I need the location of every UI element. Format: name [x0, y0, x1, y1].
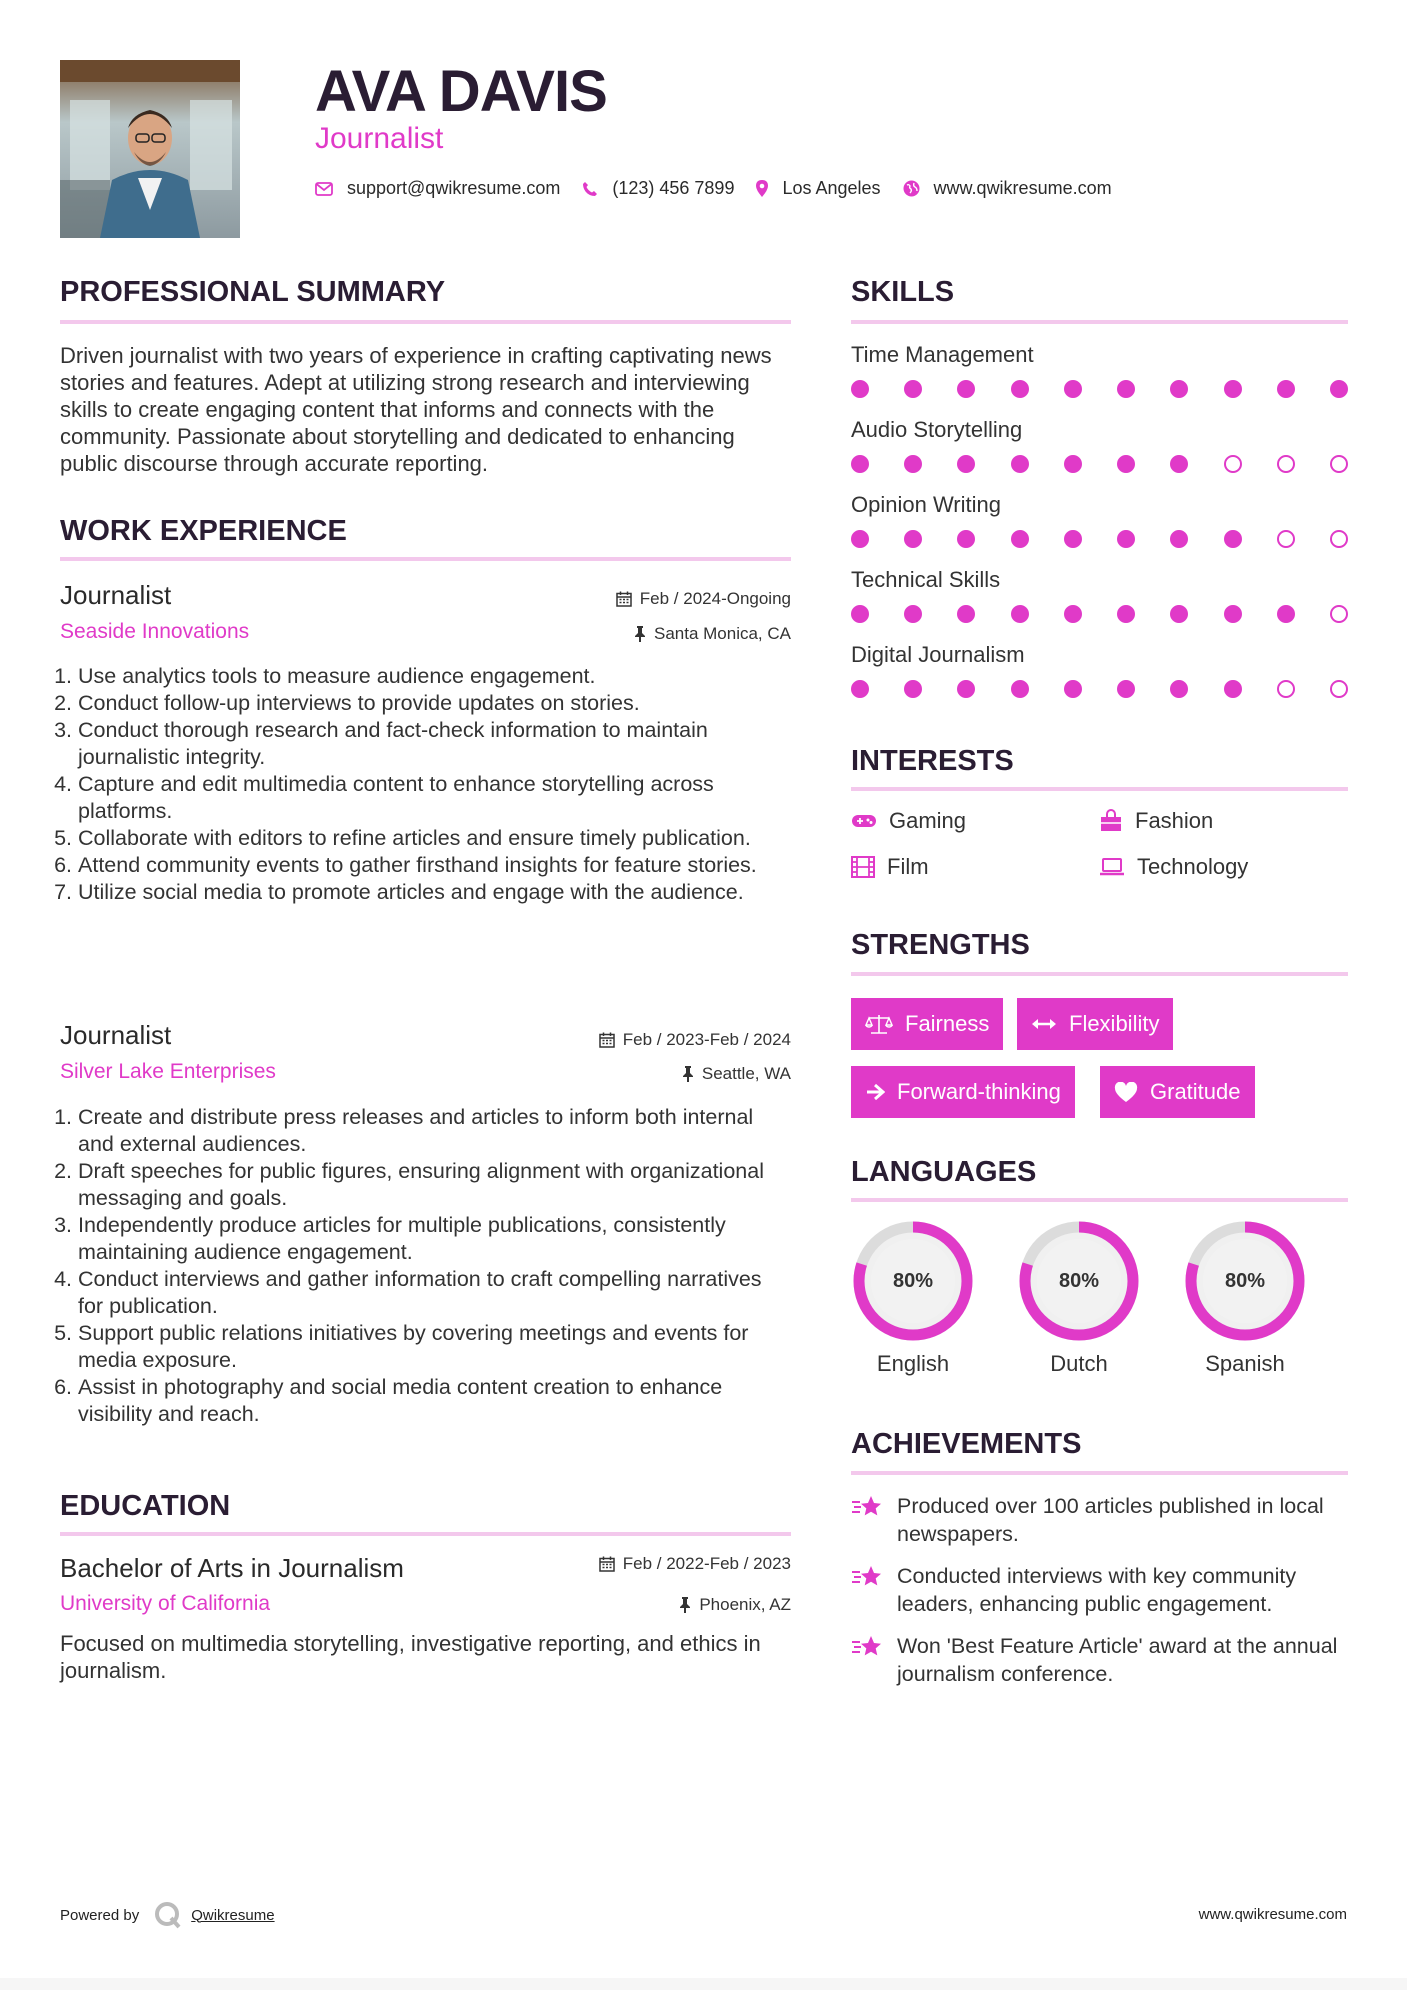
star-icon — [851, 1634, 883, 1662]
email-text: support@qwikresume.com — [347, 178, 561, 198]
rating-dot-empty — [1277, 680, 1295, 698]
powered-by-text: Powered by — [60, 1906, 140, 1924]
bottom-band — [0, 1978, 1407, 1990]
interest-item — [851, 854, 929, 880]
skill-rating — [851, 530, 1348, 548]
job-dates — [480, 589, 791, 609]
education-rule — [60, 1532, 791, 1536]
map-pin-icon — [756, 180, 768, 197]
skill-rating — [851, 455, 1348, 473]
rating-dot-filled — [957, 530, 975, 548]
heart-icon — [1114, 1082, 1138, 1103]
list-item: 2. Draft speeches for public figures, ensuring alignment with organizational messaging and goals. — [78, 1158, 791, 1212]
education-text: Focused on multimedia storytelling, investigative reporting, and ethics in journalism. — [60, 1631, 761, 1683]
rating-dot-filled — [1117, 455, 1135, 473]
education-location-text: Phoenix, AZ — [699, 1595, 791, 1614]
star-icon — [851, 1564, 883, 1592]
language-percent: 80% — [1058, 1269, 1100, 1292]
rating-dot-filled — [1170, 605, 1188, 623]
rating-dot-empty — [1277, 455, 1295, 473]
location-text: Los Angeles — [782, 178, 881, 198]
job-title: Journalist — [60, 580, 172, 610]
rating-dot-empty — [1224, 455, 1242, 473]
contact-bar — [315, 178, 1134, 199]
list-item: 3. Conduct thorough research and fact-check information to maintain journalistic integrity. — [78, 717, 791, 771]
list-item: 1. Create and distribute press releases and articles to inform both internal and external audiences. — [78, 1104, 791, 1158]
rating-dot-filled — [904, 680, 922, 698]
rating-dot-filled — [1117, 605, 1135, 623]
list-item: 2. Conduct follow-up interviews to provide updates on stories. — [78, 690, 791, 717]
rating-dot-filled — [1011, 605, 1029, 623]
achievement-text: Produced over 100 articles published in local newspapers. — [897, 1494, 1324, 1546]
qwikresume-link[interactable]: Qwikresume — [191, 1906, 275, 1924]
education-dates — [480, 1554, 791, 1574]
rating-dot-filled — [957, 680, 975, 698]
arrow-right-icon — [865, 1083, 885, 1101]
job-bullets — [60, 1104, 791, 1428]
rating-dot-filled — [904, 455, 922, 473]
skill-rating — [851, 605, 1348, 623]
strengths-rule — [851, 972, 1348, 976]
contact-website[interactable] — [903, 178, 1112, 199]
calendar-icon — [599, 1032, 615, 1048]
job-location — [480, 624, 791, 644]
arrows-horizontal-icon — [1031, 1017, 1057, 1031]
skills-rule — [851, 320, 1348, 324]
list-item: 5. Collaborate with editors to refine articles and ensure timely publication. — [78, 825, 791, 852]
experience-heading: WORK EXPERIENCE — [60, 515, 347, 547]
summary-rule — [60, 320, 791, 324]
rating-dot-filled — [957, 455, 975, 473]
strength-label: Fairness — [905, 1011, 990, 1036]
rating-dot-filled — [1224, 530, 1242, 548]
job-location — [480, 1064, 791, 1084]
rating-dot-filled — [1064, 530, 1082, 548]
skill-name: Time Management — [851, 342, 1034, 367]
achievement-item — [851, 1632, 1348, 1688]
rating-dot-filled — [957, 380, 975, 398]
rating-dot-filled — [1011, 530, 1029, 548]
rating-dot-empty — [1330, 455, 1348, 473]
language-item — [851, 1219, 975, 1377]
pin-icon — [634, 626, 646, 642]
rating-dot-filled — [1011, 680, 1029, 698]
summary-heading: PROFESSIONAL SUMMARY — [60, 276, 446, 308]
rating-dot-filled — [1064, 680, 1082, 698]
language-item — [1183, 1219, 1307, 1377]
calendar-icon — [599, 1556, 615, 1572]
achievement-item — [851, 1492, 1348, 1548]
education-location — [480, 1595, 791, 1615]
interest-item — [1099, 854, 1248, 880]
achievement-text: Conducted interviews with key community leaders, enhancing public engagement. — [897, 1564, 1297, 1616]
rating-dot-filled — [851, 455, 869, 473]
skill-rating — [851, 680, 1348, 698]
rating-dot-filled — [851, 680, 869, 698]
list-item: 6. Attend community events to gather firsthand insights for feature stories. — [78, 852, 791, 879]
contact-phone[interactable] — [582, 178, 734, 199]
skill-name: Opinion Writing — [851, 492, 1001, 517]
rating-dot-filled — [1064, 455, 1082, 473]
interest-label: Technology — [1137, 854, 1249, 879]
shopping-bag-icon — [1099, 809, 1123, 833]
interest-item — [1099, 808, 1213, 834]
skill-name: Digital Journalism — [851, 642, 1025, 667]
interest-label: Film — [887, 854, 929, 879]
calendar-icon — [616, 591, 632, 607]
rating-dot-filled — [1224, 380, 1242, 398]
achievements-heading: ACHIEVEMENTS — [851, 1428, 1082, 1460]
gamepad-icon — [851, 813, 877, 829]
candidate-name: AVA DAVIS — [315, 59, 607, 124]
interest-label: Fashion — [1135, 808, 1214, 833]
laptop-icon — [1099, 857, 1125, 877]
candidate-title: Journalist — [315, 122, 444, 155]
rating-dot-filled — [1170, 680, 1188, 698]
language-percent: 80% — [892, 1269, 934, 1292]
rating-dot-filled — [1330, 380, 1348, 398]
rating-dot-filled — [851, 380, 869, 398]
film-icon — [851, 856, 875, 878]
strength-label: Forward-thinking — [897, 1079, 1061, 1104]
experience-rule — [60, 557, 791, 561]
list-item: 7. Utilize social media to promote articles and engage with the audience. — [78, 879, 791, 906]
rating-dot-filled — [1224, 680, 1242, 698]
profile-photo — [60, 60, 240, 238]
rating-dot-empty — [1330, 530, 1348, 548]
education-dates-text: Feb / 2022-Feb / 2023 — [622, 1554, 791, 1573]
languages-heading: LANGUAGES — [851, 1156, 1037, 1188]
rating-dot-filled — [957, 605, 975, 623]
rating-dot-filled — [1277, 380, 1295, 398]
language-name: Spanish — [1205, 1351, 1285, 1376]
list-item: 4. Capture and edit multimedia content to enhance storytelling across platforms. — [78, 771, 791, 825]
footer-powered-by — [60, 1900, 275, 1930]
skill-name: Technical Skills — [851, 567, 1001, 592]
job-dates-text: Feb / 2023-Feb / 2024 — [622, 1030, 791, 1049]
degree-title: Bachelor of Arts in Journalism — [60, 1553, 404, 1583]
pin-icon — [682, 1066, 694, 1082]
rating-dot-filled — [1011, 380, 1029, 398]
job-company: Seaside Innovations — [60, 620, 250, 643]
list-item: 1. Use analytics tools to measure audience engagement. — [78, 663, 791, 690]
skill-name: Audio Storytelling — [851, 417, 1023, 442]
website-text: www.qwikresume.com — [933, 178, 1112, 198]
job-title: Journalist — [60, 1020, 172, 1050]
rating-dot-filled — [1277, 605, 1295, 623]
strength-tag — [851, 998, 1003, 1050]
achievements-rule — [851, 1471, 1348, 1475]
school-name: University of California — [60, 1592, 271, 1615]
interests-heading: INTERESTS — [851, 745, 1014, 777]
job-company: Silver Lake Enterprises — [60, 1060, 276, 1083]
language-percent: 80% — [1224, 1269, 1266, 1292]
rating-dot-filled — [1117, 530, 1135, 548]
language-item — [1017, 1219, 1141, 1377]
rating-dot-filled — [1170, 455, 1188, 473]
rating-dot-filled — [1117, 680, 1135, 698]
rating-dot-filled — [1224, 605, 1242, 623]
contact-email[interactable] — [315, 178, 560, 199]
footer-website[interactable]: www.qwikresume.com — [1198, 1906, 1347, 1923]
skill-rating — [851, 380, 1348, 398]
job-bullets — [60, 663, 791, 906]
rating-dot-empty — [1277, 530, 1295, 548]
balance-scale-icon — [865, 1013, 893, 1035]
phone-icon — [582, 181, 598, 197]
rating-dot-filled — [1064, 605, 1082, 623]
rating-dot-empty — [1330, 605, 1348, 623]
skills-heading: SKILLS — [851, 276, 955, 308]
list-item: 4. Conduct interviews and gather information to craft compelling narratives for publication. — [78, 1266, 791, 1320]
rating-dot-filled — [904, 530, 922, 548]
achievement-text: Won 'Best Feature Article' award at the annual journalism conference. — [897, 1634, 1338, 1686]
contact-location — [756, 178, 880, 199]
job-dates-text: Feb / 2024-Ongoing — [639, 589, 791, 608]
qwikresume-logo-icon — [153, 1900, 183, 1930]
list-item: 6. Assist in photography and social media content creation to enhance visibility and reach. — [78, 1374, 791, 1428]
achievement-item — [851, 1562, 1348, 1618]
phone-text: (123) 456 7899 — [612, 178, 735, 198]
rating-dot-filled — [851, 605, 869, 623]
strength-label: Flexibility — [1069, 1011, 1160, 1036]
strengths-heading: STRENGTHS — [851, 929, 1030, 961]
language-name: English — [876, 1351, 950, 1376]
star-icon — [851, 1494, 883, 1522]
rating-dot-empty — [1330, 680, 1348, 698]
rating-dot-filled — [1117, 380, 1135, 398]
list-item: 3. Independently produce articles for multiple publications, consistently maintaining audience engagement. — [78, 1212, 791, 1266]
strength-tag — [851, 1066, 1075, 1118]
rating-dot-filled — [1011, 455, 1029, 473]
interest-item — [851, 808, 966, 834]
interest-label: Gaming — [889, 808, 967, 833]
rating-dot-filled — [904, 605, 922, 623]
strength-tag — [1017, 998, 1173, 1050]
pin-icon — [679, 1597, 691, 1613]
strength-label: Gratitude — [1150, 1079, 1241, 1104]
job-location-text: Seattle, WA — [701, 1064, 791, 1083]
summary-text: Driven journalist with two years of experience in crafting captivating news stories and features. Adept at utilizing strong research and interviewing skills to create engaging content that informs and connects with the community. Passionate about storytelling and dedicated to enhancing public discourse through accurate reporting. — [60, 343, 772, 476]
rating-dot-filled — [904, 380, 922, 398]
job-dates — [480, 1030, 791, 1050]
rating-dot-filled — [1170, 380, 1188, 398]
envelope-icon — [315, 182, 333, 196]
languages-rule — [851, 1198, 1348, 1202]
interests-rule — [851, 787, 1348, 791]
job-location-text: Santa Monica, CA — [653, 624, 791, 643]
rating-dot-filled — [1170, 530, 1188, 548]
strength-tag — [1100, 1066, 1255, 1118]
language-name: Dutch — [1050, 1351, 1108, 1376]
list-item: 5. Support public relations initiatives by covering meetings and events for media exposure. — [78, 1320, 791, 1374]
rating-dot-filled — [1064, 380, 1082, 398]
education-heading: EDUCATION — [60, 1490, 231, 1522]
globe-icon — [903, 180, 920, 197]
rating-dot-filled — [851, 530, 869, 548]
